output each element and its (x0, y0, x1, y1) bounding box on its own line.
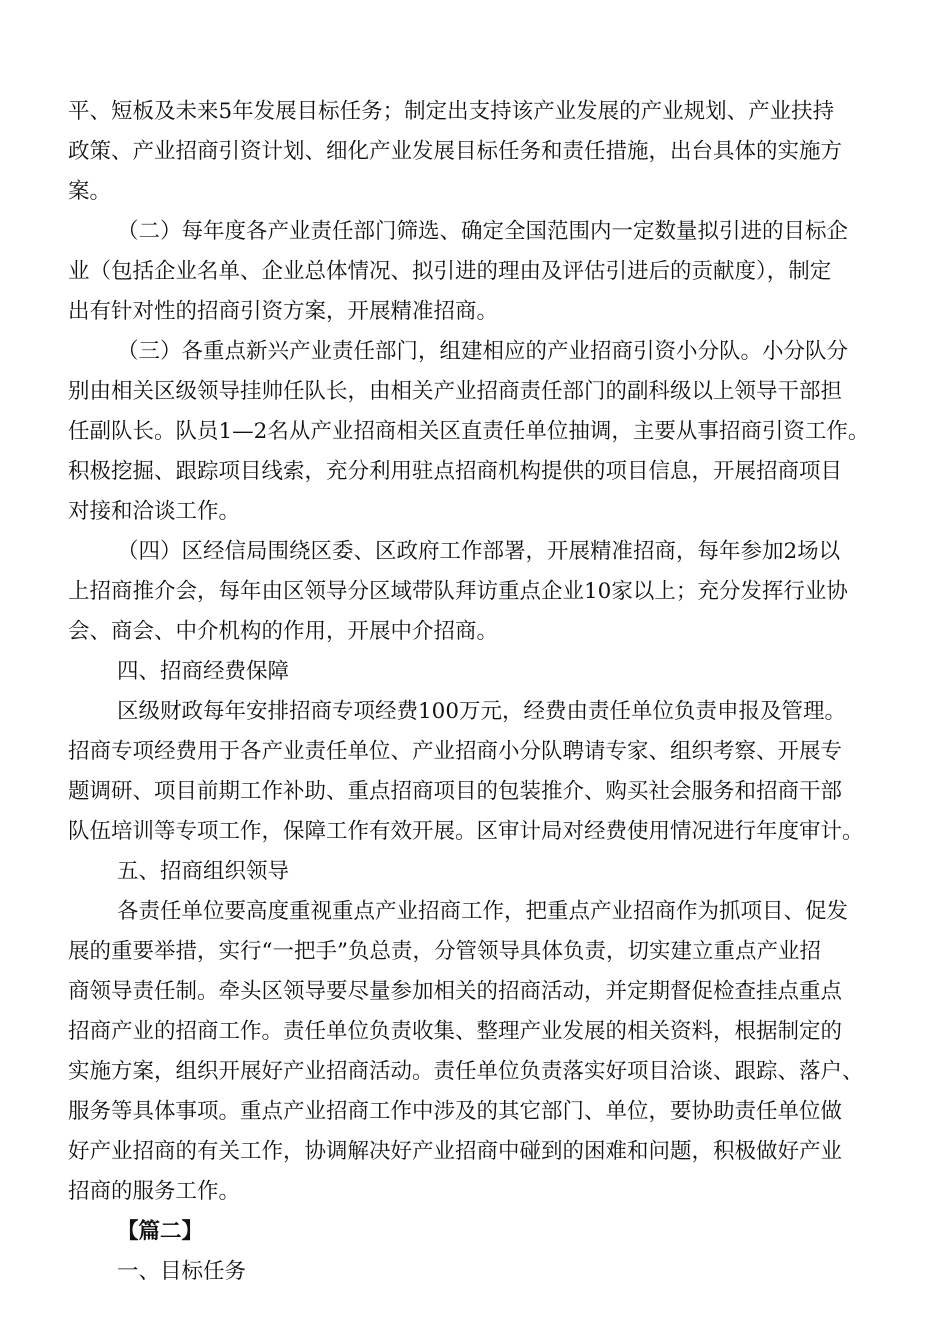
section-heading-goals: 一、目标任务 (117, 1259, 247, 1284)
text-line: 别由相关区级领导挂帅任队长，由相关产业招商责任部门的副科级以上领导干部担 (68, 379, 843, 404)
text-line: （三）各重点新兴产业责任部门，组建相应的产业招商引资小分队。小分队分 (117, 339, 849, 364)
text-line: 任副队长。队员1—2名从产业招商相关区直责任单位抽调，主要从事招商引资工作。 (68, 419, 870, 444)
section-heading-leadership: 五、招商组织领导 (117, 859, 290, 884)
text-line: 各责任单位要高度重视重点产业招商工作，把重点产业招商作为抓项目、促发 (117, 899, 849, 924)
text-line: 平、短板及未来5年发展目标任务；制定出支持该产业发展的产业规划、产业扶持 (68, 99, 835, 124)
text-line: 好产业招商的有关工作，协调解决好产业招商中碰到的困难和问题，积极做好产业 (68, 1139, 843, 1164)
text-line: 实施方案，组织开展好产业招商活动。责任单位负责落实好项目洽谈、跟踪、落户、 (68, 1059, 864, 1084)
text-line: （四）区经信局围绕区委、区政府工作部署，开展精准招商，每年参加2场以 (117, 539, 841, 564)
text-line: 积极挖掘、跟踪项目线索，充分利用驻点招商机构提供的项目信息，开展招商项目 (68, 459, 843, 484)
part-two-heading: 【篇二】 (117, 1219, 204, 1244)
text-line: （二）每年度各产业责任部门筛选、确定全国范围内一定数量拟引进的目标企 (117, 219, 849, 244)
text-line: 服务等具体事项。重点产业招商工作中涉及的其它部门、单位，要协助责任单位做 (68, 1099, 843, 1124)
text-line: 案。 (68, 179, 112, 204)
text-line: 对接和洽谈工作。 (68, 499, 241, 524)
text-line: 出有针对性的招商引资方案，开展精准招商。 (68, 299, 499, 324)
text-line: 招商的服务工作。 (68, 1179, 241, 1204)
text-line: 上招商推介会，每年由区领导分区域带队拜访重点企业10家以上；充分发挥行业协 (68, 579, 848, 604)
text-line: 展的重要举措，实行“一把手”负总责，分管领导具体负责，切实建立重点产业招 (68, 939, 821, 964)
text-line: 会、商会、中介机构的作用，开展中介招商。 (68, 619, 499, 644)
text-line: 区级财政每年安排招商专项经费100万元，经费由责任单位负责申报及管理。 (117, 699, 847, 724)
text-line: 业（包括企业名单、企业总体情况、拟引进的理由及评估引进后的贡献度），制定 (68, 259, 832, 284)
text-line: 队伍培训等专项工作，保障工作有效开展。区审计局对经费使用情况进行年度审计。 (68, 819, 864, 844)
text-line: 题调研、项目前期工作补助、重点招商项目的包装推介、购买社会服务和招商干部 (68, 779, 843, 804)
section-heading-funding: 四、招商经费保障 (117, 659, 290, 684)
text-line: 商领导责任制。牵头区领导要尽量参加相关的招商活动，并定期督促检查挂点重点 (68, 979, 843, 1004)
text-line: 政策、产业招商引资计划、细化产业发展目标任务和责任措施，出台具体的实施方 (68, 139, 843, 164)
text-line: 招商专项经费用于各产业责任单位、产业招商小分队聘请专家、组织考察、开展专 (68, 739, 843, 764)
text-line: 招商产业的招商工作。责任单位负责收集、整理产业发展的相关资料，根据制定的 (68, 1019, 843, 1044)
